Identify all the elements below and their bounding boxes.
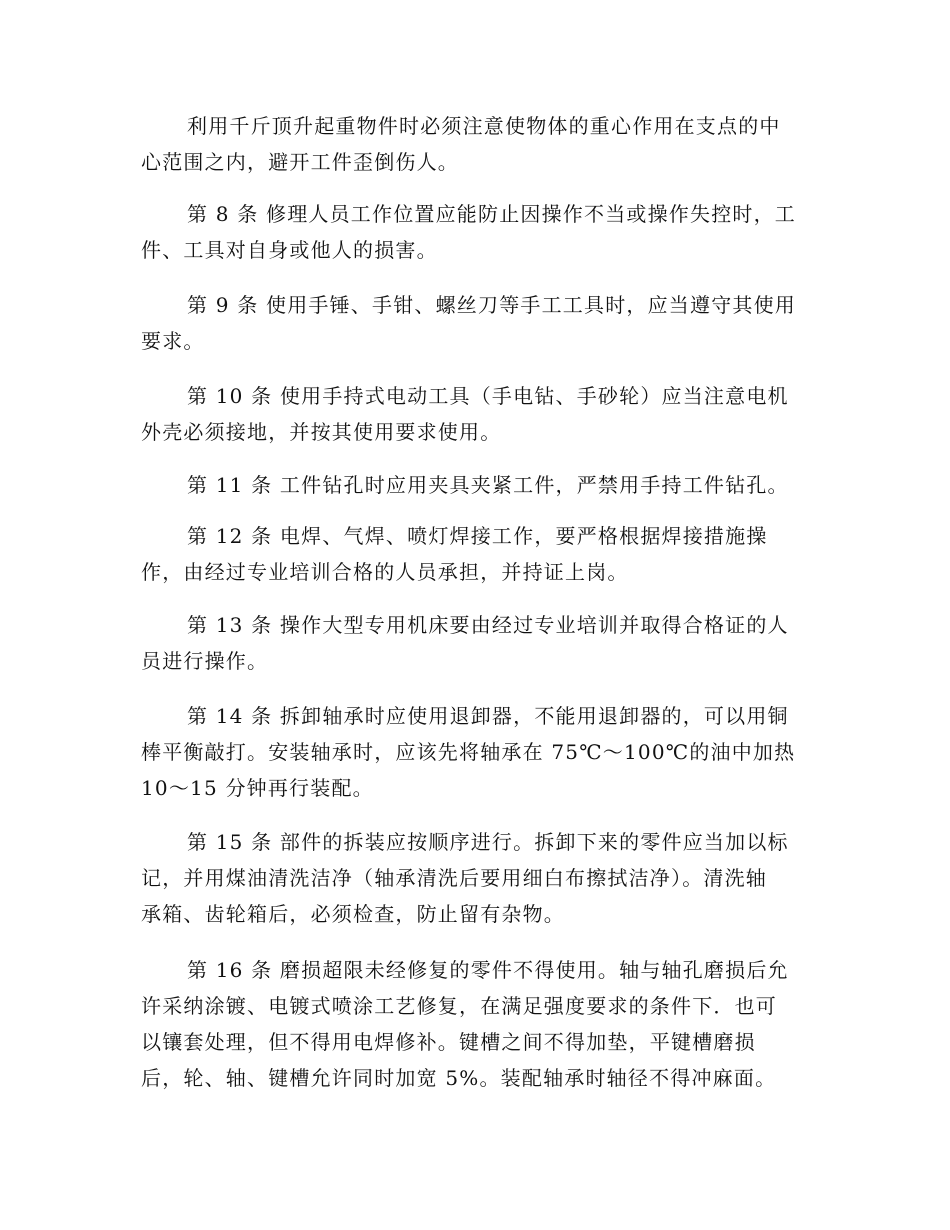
text-line: 作，由经过专业培训合格的人员承担，并持证上岗。 (141, 560, 629, 584)
text-line: 后，轮、轴、键槽允许同时加宽 5%。装配轴承时轴径不得冲麻面。 (141, 1066, 777, 1090)
text-line: 件、工具对自身或他人的损害。 (141, 238, 438, 262)
text-line: 第 14 条 拆卸轴承时应使用退卸器，不能用退卸器的，可以用铜 (187, 704, 789, 728)
paragraph-article-12 (141, 518, 806, 590)
text-line: 以镶套处理，但不得用电焊修补。键槽之间不得加垫，平键槽磨损 (141, 1030, 756, 1054)
text-line: 10～15 分钟再行装配。 (141, 776, 374, 800)
text-line: 利用千斤顶升起重物件时必须注意使物体的重心作用在支点的中 (187, 114, 781, 138)
paragraph-article-10 (141, 378, 806, 450)
text-line: 要求。 (141, 329, 205, 353)
text-line: 第 11 条 工件钻孔时应用夹具夹紧工件，严禁用手持工件钻孔。 (187, 473, 789, 497)
text-line: 第 10 条 使用手持式电动工具（手电钻、手砂轮）应当注意电机 (187, 384, 789, 408)
text-line: 第 13 条 操作大型专用机床要由经过专业培训并取得合格证的人 (187, 613, 789, 637)
text-line: 员进行操作。 (141, 649, 269, 673)
paragraph-article-13 (141, 607, 806, 679)
text-line: 心范围之内，避开工件歪倒伤人。 (141, 150, 459, 174)
paragraph-article-9 (141, 287, 806, 359)
text-line: 第 8 条 修理人员工作位置应能防止因操作不当或操作失控时，工 (187, 202, 796, 226)
text-line: 许采纳涂镀、电镀式喷涂工艺修复，在满足强度要求的条件下．也可 (141, 994, 777, 1018)
paragraph-article-15 (141, 824, 806, 932)
text-line: 第 9 条 使用手锤、手钳、螺丝刀等手工工具时，应当遵守其使用 (187, 293, 796, 317)
text-line: 第 15 条 部件的拆装应按顺序进行。拆卸下来的零件应当加以标 (187, 830, 789, 854)
paragraph-article-11 (141, 467, 806, 503)
text-line: 承箱、齿轮箱后，必须检查，防止留有杂物。 (141, 902, 565, 926)
paragraph-article-14 (141, 698, 806, 806)
text-line: 第 16 条 磨损超限未经修复的零件不得使用。轴与轴孔磨损后允 (187, 958, 789, 982)
paragraph-article-16 (141, 952, 806, 1096)
text-line: 记，并用煤油清洗洁净（轴承清洗后要用细白布擦拭洁净）。清洗轴 (141, 866, 767, 890)
paragraph-jack-lifting (141, 108, 806, 180)
text-line: 第 12 条 电焊、气焊、喷灯焊接工作，要严格根据焊接措施操 (187, 524, 768, 548)
text-line: 外壳必须接地，并按其使用要求使用。 (141, 420, 502, 444)
text-line: 棒平衡敲打。安装轴承时，应该先将轴承在 75℃～100℃的油中加热 (141, 740, 796, 764)
paragraph-article-8 (141, 196, 806, 268)
